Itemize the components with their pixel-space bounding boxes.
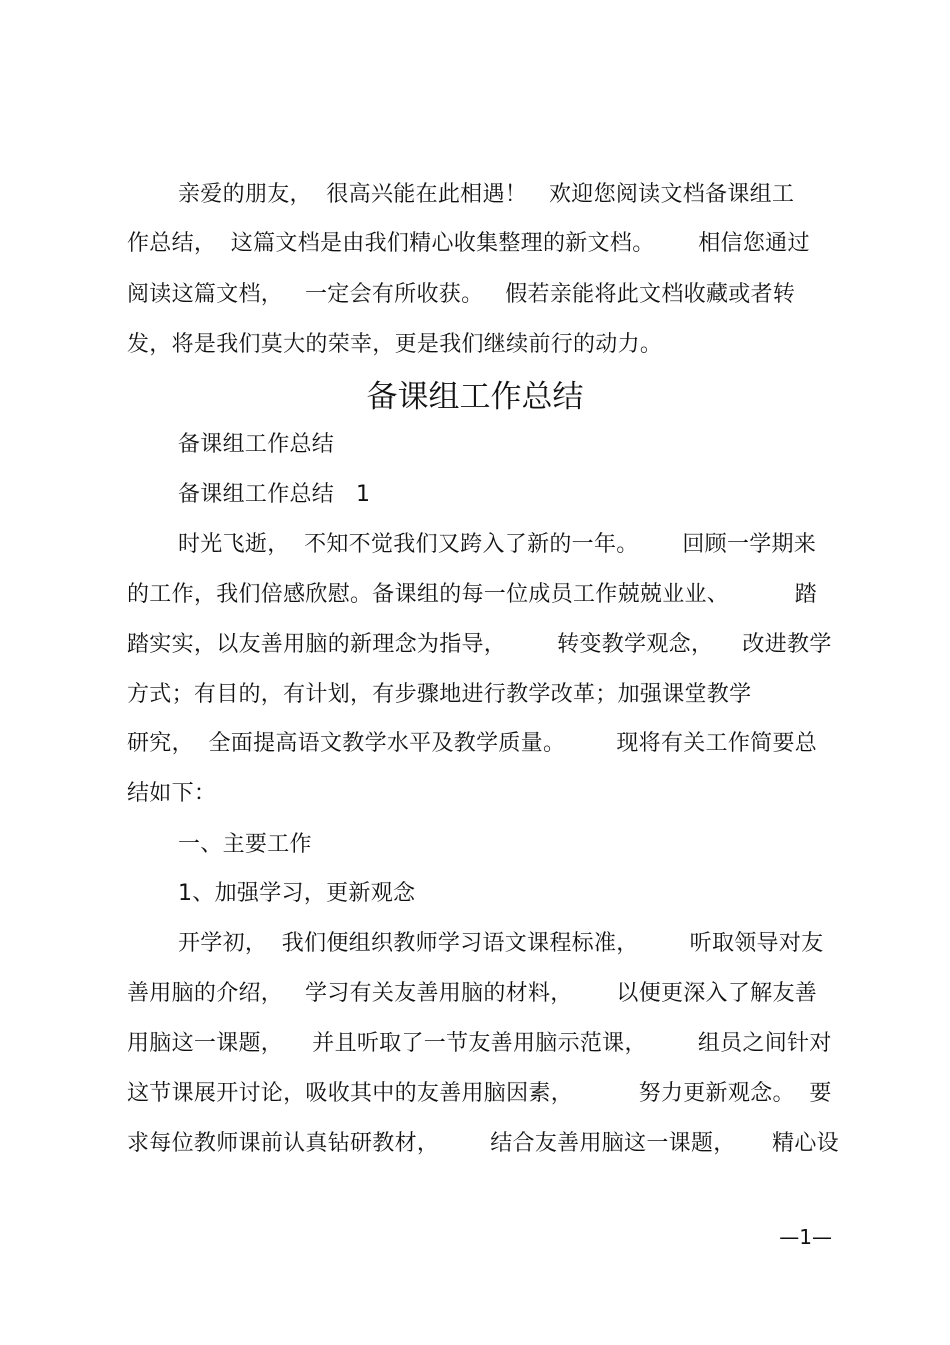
para2-line-2: 善用脑的介绍， 学习有关友善用脑的材料， 以便更深入了解友善 [127,981,818,1006]
para2-line-4: 这节课展开讨论，吸收其中的友善用脑因素， 努力更新观念。 要 [127,1081,832,1106]
para2-line-5: 求每位教师课前认真钻研教材， 结合友善用脑这一课题， 精心设 [127,1131,839,1156]
para1-line-2: 的工作，我们倍感欣慰。备课组的每一位成员工作兢兢业业、 踏 [127,582,818,607]
document-title: 备课组工作总结 [366,379,584,415]
intro-line-4: 发，将是我们莫大的荣幸，更是我们继续前行的动力。 [127,332,663,357]
intro-line-3: 阅读这篇文档， 一定会有所收获。 假若亲能将此文档收藏或者转 [127,282,796,307]
para1-line-1: 时光飞逝， 不知不觉我们又跨入了新的一年。 回顾一学期来 [178,532,817,557]
intro-line-2: 作总结， 这篇文档是由我们精心收集整理的新文档。 相信您通过 [127,231,810,256]
subtitle: 备课组工作总结 [178,432,335,457]
para2-line-3: 用脑这一课题， 并且听取了一节友善用脑示范课， 组员之间针对 [127,1031,832,1056]
intro-line-1: 亲爱的朋友， 很高兴能在此相遇！ 欢迎您阅读文档备课组工 [178,182,795,207]
para1-line-4: 方式；有目的，有计划，有步骤地进行教学改革；加强课堂教学 [127,682,752,707]
para1-line-6: 结如下： [127,781,217,806]
heading-main-work: 一、主要工作 [178,832,312,857]
page-number: —1— [779,1225,832,1249]
para1-line-3: 踏实实，以友善用脑的新理念为指导， 转变教学观念， 改进教学 [127,632,832,657]
section-heading: 备课组工作总结 1 [178,482,371,507]
heading-study: 1、加强学习，更新观念 [178,881,416,906]
para1-line-5: 研究， 全面提高语文教学水平及教学质量。 现将有关工作简要总 [127,731,818,756]
para2-line-1: 开学初， 我们便组织教师学习语文课程标准， 听取领导对友 [178,931,824,956]
